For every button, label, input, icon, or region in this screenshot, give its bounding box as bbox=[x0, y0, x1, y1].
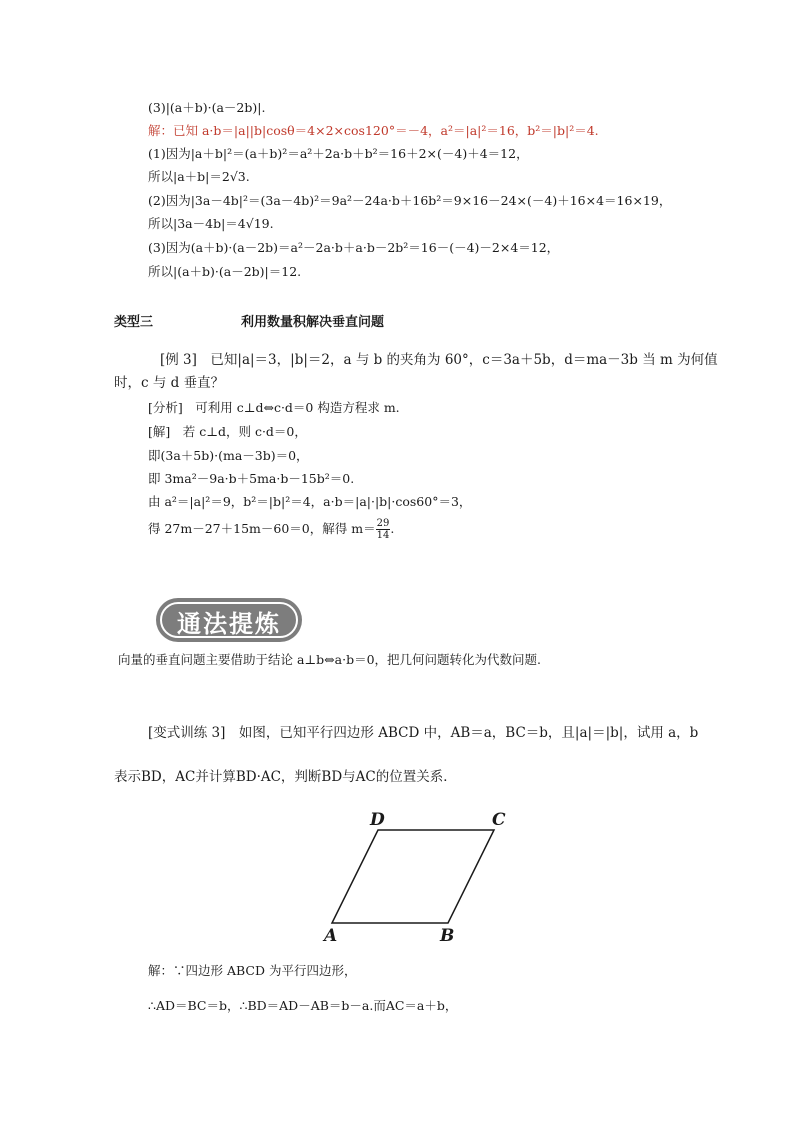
example-question-line2: 时，c 与 d 垂直？ bbox=[114, 375, 225, 391]
final-equation-suffix: . bbox=[390, 521, 395, 536]
vertex-label-a: A bbox=[324, 926, 338, 946]
parallelogram-shape bbox=[332, 830, 494, 923]
variant-solution-line1: 解：∵四边形 ABCD 为平行四边形， bbox=[148, 963, 357, 978]
method-summary-text: 向量的垂直问题主要借助于结论 a⊥b⇔a·b＝0，把几何问题转化为代数问题. bbox=[118, 652, 542, 667]
solution-given: 解：已知 a·b＝|a||b|cosθ＝4×2×cos120°＝－4，a²＝|a|²＝16，b²＝|b|²＝4. bbox=[148, 123, 599, 138]
fraction-denominator: 14 bbox=[376, 530, 390, 541]
section-label: 类型三 bbox=[114, 315, 154, 330]
example-solution-line3: 即 3ma²－9a·b＋5ma·b－15b²＝0. bbox=[148, 471, 355, 486]
example-analysis: [分析] 可利用 c⊥d⇔c·d＝0 构造方程求 m. bbox=[148, 400, 400, 415]
example-solution-line2: 即(3a＋5b)·(ma－3b)＝0， bbox=[148, 448, 309, 463]
example-solution-line4: 由 a²＝|a|²＝9，b²＝|b|²＝4，a·b＝|a|·|b|·cos60°＝3， bbox=[148, 494, 472, 509]
vertex-label-d: D bbox=[370, 810, 385, 830]
solution-step-2: (2)因为|3a－4b|²＝(3a－4b)²＝9a²－24a·b＋16b²＝9×16－24×(－4)＋16×4＝16×19， bbox=[148, 193, 672, 208]
final-equation-prefix: 得 27m－27＋15m－60＝0，解得 m＝ bbox=[148, 521, 376, 536]
section-title: 利用数量积解决垂直问题 bbox=[241, 315, 385, 330]
example-solution-line1: [解] 若 c⊥d，则 c·d＝0， bbox=[148, 424, 307, 439]
vertex-label-b: B bbox=[440, 926, 455, 946]
parallelogram-svg bbox=[320, 808, 520, 948]
variant-solution-line2: ∴AD＝BC＝b，∴BD＝AD－AB＝b－a.而AC＝a＋b， bbox=[148, 998, 458, 1013]
fraction-numerator: 29 bbox=[376, 518, 390, 529]
fraction bbox=[376, 518, 391, 541]
vertex-label-c: C bbox=[492, 810, 506, 830]
variant-question-line1: [变式训练 3] 如图，已知平行四边形 ABCD 中，AB＝a，BC＝b，且|a|＝|b|，试用 a，b bbox=[148, 725, 699, 741]
solution-step-3: (3)因为(a＋b)·(a－2b)＝a²－2a·b＋a·b－2b²＝16－(－4)－2×4＝12， bbox=[148, 240, 560, 255]
solution-result-2: 所以|3a－4b|＝4√19. bbox=[148, 216, 274, 231]
method-summary-banner bbox=[156, 598, 302, 642]
problem-part-3: (3)|(a＋b)·(a－2b)|. bbox=[148, 100, 266, 115]
solution-result-3: 所以|(a＋b)·(a－2b)|＝12. bbox=[148, 264, 302, 279]
variant-question-line2: 表示BD，AC并计算BD·AC，判断BD与AC的位置关系． bbox=[114, 769, 457, 785]
solution-step-1: (1)因为|a＋b|²＝(a＋b)²＝a²＋2a·b＋b²＝16＋2×(－4)＋4＝12， bbox=[148, 146, 529, 161]
solution-result-1: 所以|a＋b|＝2√3. bbox=[148, 169, 250, 184]
parallelogram-figure bbox=[320, 808, 520, 948]
banner-title: 通法提炼 bbox=[177, 610, 281, 638]
example-solution-final bbox=[148, 518, 394, 541]
example-question-line1: [例 3] 已知|a|＝3，|b|＝2，a 与 b 的夹角为 60°，c＝3a＋5b，d＝ma－3b 当 m 为何值 bbox=[160, 352, 718, 368]
